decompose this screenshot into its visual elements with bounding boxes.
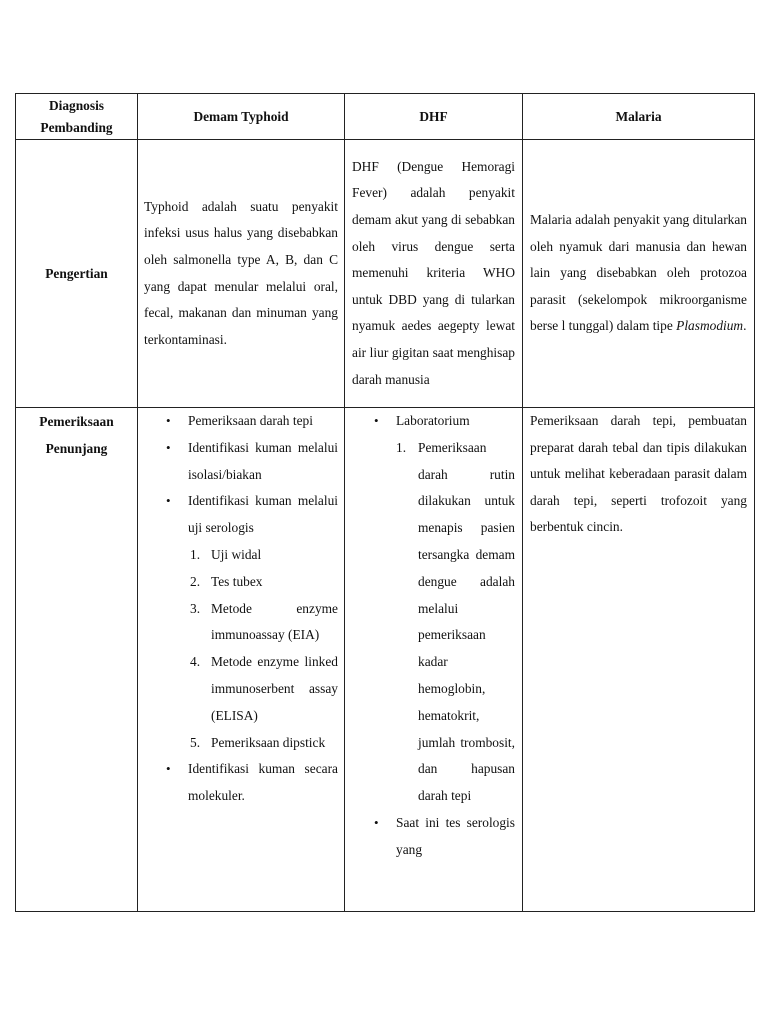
sublist-item: 5. Pemeriksaan dipstick bbox=[190, 734, 326, 750]
label-penunjang: Pemeriksaan Penunjang bbox=[16, 408, 138, 912]
sublist-item: 4. Metode enzyme linked immunoserbent assay (ELISA) bbox=[190, 654, 338, 723]
row-pengertian bbox=[16, 140, 755, 408]
typhoid-list bbox=[144, 408, 338, 542]
list-item: • Saat ini tes serologis yang bbox=[351, 810, 515, 864]
cell-penunjang-malaria bbox=[523, 408, 755, 912]
header-typhoid: Demam Typhoid bbox=[138, 94, 345, 140]
dhf-sublist bbox=[351, 435, 515, 810]
cell-pengertian-dhf bbox=[345, 140, 523, 408]
malaria-penunjang: Pemeriksaan darah tepi, pembuatan preparat darah tebal dan tipis dilakukan untuk melihat keberadaan parasit dalam darah tepi, seperti trofozoit yang berbentuk cincin. bbox=[530, 413, 747, 535]
sublist-item: 1. Uji widal bbox=[190, 546, 262, 562]
dhf-definition: DHF (Dengue Hemoragi Fever) adalah penyakit demam akut yang di sebabkan oleh virus dengue serta memenuhi kriteria WHO untuk DBD yang di tularkan nyamuk aedes aegepty lewat air liur gigitan saat menghisap darah manusia bbox=[352, 158, 515, 387]
list-item: • Pemeriksaan darah tepi bbox=[144, 408, 338, 435]
list-item: • Laboratorium bbox=[351, 408, 515, 435]
sublist-item: 3. Metode enzyme immunoassay (EIA) bbox=[190, 600, 338, 643]
cell-pengertian-malaria bbox=[523, 140, 755, 408]
typhoid-definition: Typhoid adalah suatu penyakit infeksi usus halus yang disebabkan oleh salmonella type A, B, dan C yang dapat menular melalui oral, fecal, makanan dan minuman yang terkontaminasi. bbox=[144, 198, 338, 347]
sublist-item: 1. Pemeriksaan darah rutin dilakukan untuk menapis pasien tersangka demam dengue adalah melalui pemeriksaan kadar hemoglobin, hematokrit, jumlah trombosit, dan hapusan darah tepi bbox=[396, 439, 515, 804]
label-pengertian: Pengertian bbox=[16, 140, 138, 408]
list-item: • Identifikasi kuman melalui uji serologis bbox=[144, 488, 338, 542]
dhf-list-end bbox=[351, 810, 515, 864]
malaria-definition-end: . bbox=[743, 318, 747, 334]
comparison-table bbox=[15, 93, 755, 912]
cell-penunjang-typhoid bbox=[138, 408, 345, 912]
row-penunjang bbox=[16, 408, 755, 912]
typhoid-list-end bbox=[144, 756, 338, 810]
malaria-definition-italic: Plasmodium bbox=[676, 318, 744, 334]
header-dhf: DHF bbox=[345, 94, 523, 140]
typhoid-sublist bbox=[144, 542, 338, 756]
dhf-list bbox=[351, 408, 515, 435]
header-diagnosis: Diagnosis Pembanding bbox=[16, 94, 138, 140]
header-malaria: Malaria bbox=[523, 94, 755, 140]
sublist-item: 2. Tes tubex bbox=[190, 573, 263, 589]
list-item: • Identifikasi kuman melalui isolasi/biakan bbox=[144, 435, 338, 489]
header-row bbox=[16, 94, 755, 140]
malaria-definition bbox=[530, 207, 747, 340]
cell-pengertian-typhoid bbox=[138, 140, 345, 408]
malaria-definition-text: Malaria adalah penyakit yang ditularkan oleh nyamuk dari manusia dan hewan lain yang disebabkan oleh protozoa parasit (sekelompok mikroorganisme berse l tunggal) dalam tipe bbox=[530, 212, 747, 334]
list-item: • Identifikasi kuman secara molekuler. bbox=[144, 756, 338, 810]
cell-penunjang-dhf bbox=[345, 408, 523, 912]
